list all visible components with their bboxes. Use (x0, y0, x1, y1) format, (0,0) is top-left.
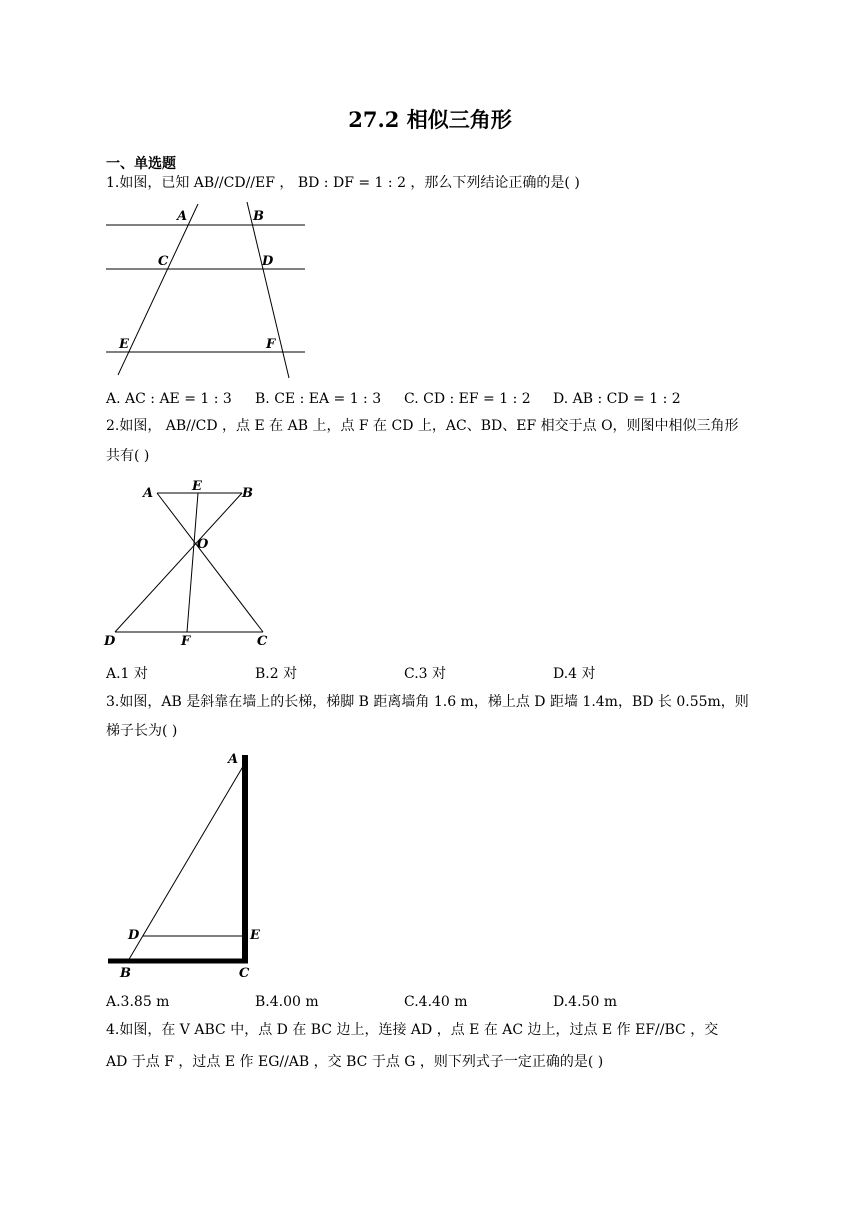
q1-option-c: C. CD : EF = 1 : 2 (404, 391, 531, 407)
question-2-line2: 共有( ) (106, 448, 150, 464)
transversal-ae (118, 204, 198, 375)
label-b: B (242, 486, 253, 501)
label-c: C (158, 254, 169, 269)
section-heading: 一、单选题 (106, 156, 176, 172)
question-2-line1: 2.如图， AB//CD ，点 E 在 AB 上，点 F 在 CD 上，AC、BD、EF 相交于点 O，则图中相似三角形 (106, 418, 739, 434)
label-e: E (192, 479, 202, 494)
page-title: 27.2 相似三角形 (348, 107, 512, 132)
label-d: D (128, 928, 140, 943)
question-4-line1: 4.如图，在 V ABC 中，点 D 在 BC 边上，连接 AD ，点 E 在 AC 边上，过点 E 作 EF//BC ，交 (106, 1022, 719, 1038)
segment-bd (115, 493, 242, 632)
segment-ac (157, 493, 263, 632)
q1-option-a: A. AC : AE = 1 : 3 (106, 391, 232, 407)
label-b: B (120, 966, 131, 981)
question-3-line1: 3.如图，AB 是斜靠在墙上的长梯，梯脚 B 距离墙角 1.6 m，梯上点 D 距墙 1.4m，BD 长 0.55m，则 (106, 694, 749, 710)
label-d: D (262, 254, 274, 269)
q3-option-d: D.4.50 m (553, 994, 618, 1010)
label-a: A (143, 486, 154, 501)
label-f: F (266, 337, 276, 352)
label-a: A (177, 209, 188, 224)
label-c: C (239, 966, 250, 981)
label-f: F (181, 634, 191, 649)
question-1-text: 1.如图，已知 AB//CD//EF ， BD : DF = 1 : 2 ，那么下列结论正确的是( ) (106, 175, 580, 191)
label-c: C (257, 634, 268, 649)
label-d: D (104, 634, 116, 649)
label-o: O (197, 537, 209, 552)
label-e: E (119, 337, 129, 352)
q1-option-d: D. AB : CD = 1 : 2 (553, 391, 681, 407)
q2-option-a: A.1 对 (106, 666, 148, 682)
q3-option-c: C.4.40 m (404, 994, 468, 1010)
question-3-figure (100, 745, 280, 985)
label-a: A (228, 752, 239, 767)
segment-ef (187, 493, 198, 632)
q2-option-c: C.3 对 (404, 666, 447, 682)
q3-option-a: A.3.85 m (106, 994, 170, 1010)
q1-option-b: B. CE : EA = 1 : 3 (255, 391, 382, 407)
label-b: B (253, 209, 264, 224)
q3-option-b: B.4.00 m (255, 994, 319, 1010)
question-1-figure (100, 195, 320, 385)
q2-option-d: D.4 对 (553, 666, 596, 682)
q2-option-b: B.2 对 (255, 666, 298, 682)
question-3-line2: 梯子长为( ) (106, 723, 178, 739)
question-2-figure (100, 475, 280, 655)
question-4-line2: AD 于点 F ，过点 E 作 EG//AB ，交 BC 于点 G ，则下列式子一定正确的是( ) (106, 1054, 604, 1070)
label-e: E (250, 928, 260, 943)
ladder-ab (128, 763, 245, 961)
